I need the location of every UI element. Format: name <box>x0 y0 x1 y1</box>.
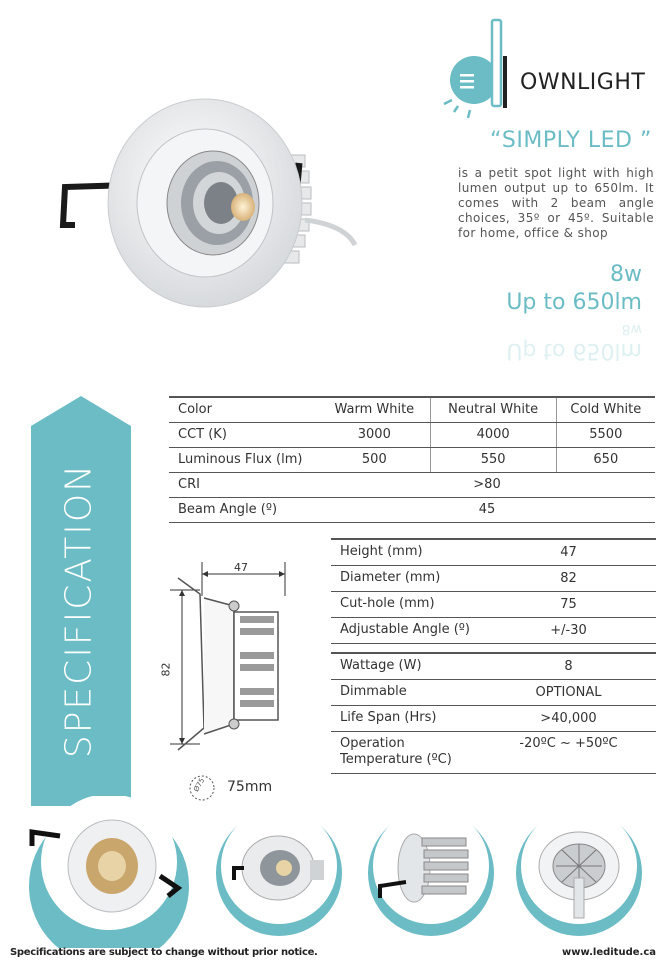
table-cell: 75 <box>481 591 656 617</box>
hero-product-image <box>55 85 375 315</box>
table-row <box>169 422 655 447</box>
table-cell: 47 <box>481 539 656 565</box>
table-cell: CCT (K) <box>169 422 319 447</box>
table-row <box>169 497 655 522</box>
tagline: “SIMPLY LED ” <box>490 128 652 153</box>
cutout-label: 75mm <box>227 779 273 795</box>
brand-name: OWNLIGHT <box>520 70 646 95</box>
table-row <box>331 565 656 591</box>
table-cell: Cold White <box>556 397 655 422</box>
headline-reflection: Up to 650lm 8w <box>506 321 642 363</box>
table-cell: -20ºC ~ +50ºC <box>481 731 656 773</box>
table-cell: Wattage (W) <box>331 653 481 679</box>
table-cell: >40,000 <box>481 705 656 731</box>
table-cell: CRI <box>169 472 319 497</box>
table-cell: 8 <box>481 653 656 679</box>
table-cell: Life Span (Hrs) <box>331 705 481 731</box>
headline-lumen: Up to 650lm <box>506 290 642 315</box>
brand-logo-icon <box>440 14 522 126</box>
table-cell: +/-30 <box>481 617 656 643</box>
spec-banner-label: SPECIFICATION <box>58 462 100 759</box>
footer-website-link[interactable]: www.leditude.ca <box>562 947 656 958</box>
table-row <box>331 591 656 617</box>
table-row <box>331 731 656 773</box>
cutout-icon-text: Ø75 <box>192 776 207 794</box>
table-cell: Beam Angle (º) <box>169 497 319 522</box>
table-cell: 500 <box>319 447 430 472</box>
dimension-drawing <box>160 556 310 756</box>
drawing-width-label: 47 <box>234 561 248 574</box>
table-cell: Diameter (mm) <box>331 565 481 591</box>
electrical-table <box>331 652 656 774</box>
table-cell: 82 <box>481 565 656 591</box>
table-row <box>331 539 656 565</box>
table-cell: Cut-hole (mm) <box>331 591 481 617</box>
table-cell: Warm White <box>319 397 430 422</box>
drawing-height-label: 82 <box>159 662 173 677</box>
product-description: is a petit spot light with high lumen output up to 650lm. It comes with 2 beam angle choices, 35º or 45º. Suitable for home, office & shop <box>458 166 654 240</box>
product-view-2 <box>214 808 344 938</box>
product-view-4 <box>514 808 644 938</box>
table-row <box>331 679 656 705</box>
table-cell: Luminous Flux (lm) <box>169 447 319 472</box>
product-view-3 <box>366 808 496 938</box>
table-cell: 45 <box>319 497 655 522</box>
table-cell: 4000 <box>430 422 556 447</box>
table-cell: 650 <box>556 447 655 472</box>
table-cell: 550 <box>430 447 556 472</box>
headline-wattage: 8w <box>610 262 642 287</box>
color-table <box>169 396 655 523</box>
table-cell: 5500 <box>556 422 655 447</box>
table-cell: Color <box>169 397 319 422</box>
table-row <box>169 472 655 497</box>
table-row <box>331 705 656 731</box>
table-cell: >80 <box>319 472 655 497</box>
table-cell: Operation Temperature (ºC) <box>331 731 481 773</box>
table-row <box>331 617 656 643</box>
table-row <box>169 447 655 472</box>
table-cell: Neutral White <box>430 397 556 422</box>
dimension-table <box>331 538 656 644</box>
table-row <box>331 653 656 679</box>
table-cell: OPTIONAL <box>481 679 656 705</box>
table-row <box>169 397 655 422</box>
product-view-1 <box>20 796 198 948</box>
footer-notice: Specifications are subject to change without prior notice. <box>10 947 318 958</box>
table-cell: Height (mm) <box>331 539 481 565</box>
table-cell: Adjustable Angle (º) <box>331 617 481 643</box>
table-cell: 3000 <box>319 422 430 447</box>
table-cell: Dimmable <box>331 679 481 705</box>
